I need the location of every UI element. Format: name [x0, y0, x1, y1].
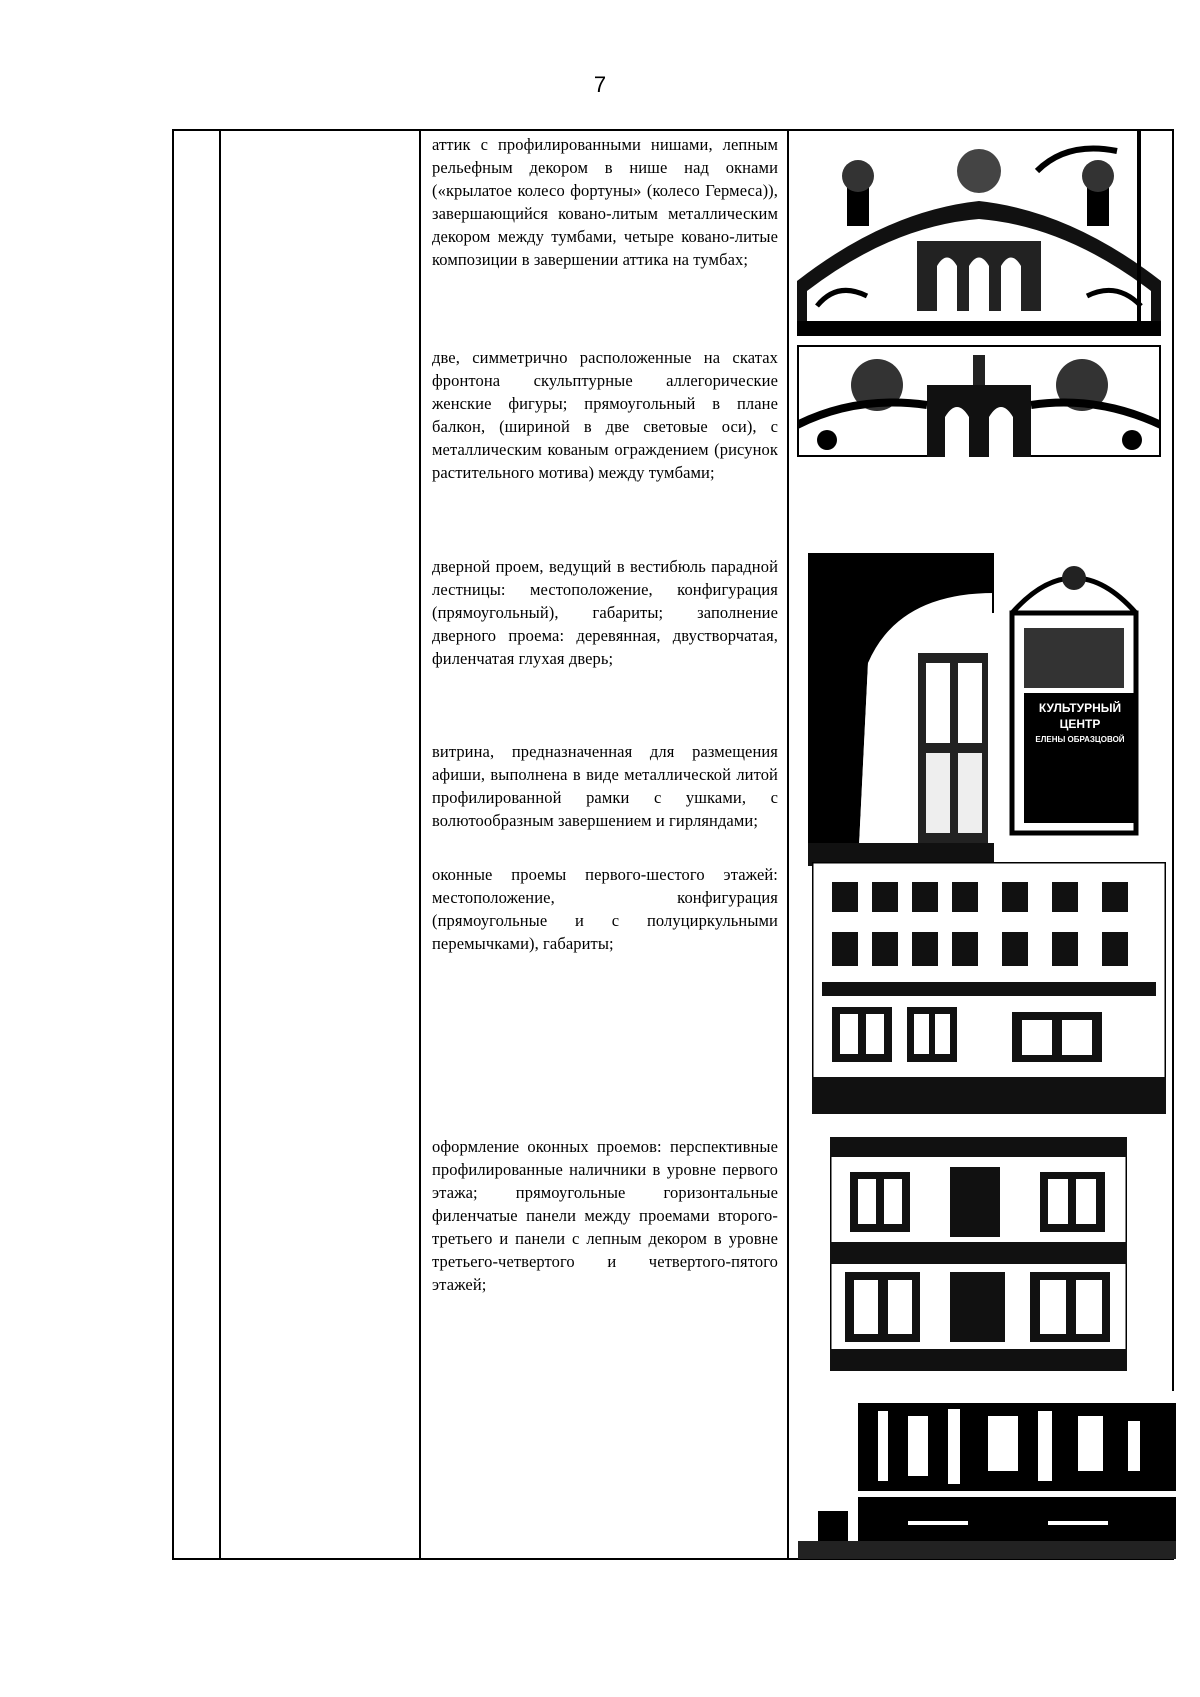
- entrance-photo: [808, 553, 994, 866]
- page-number: 7: [593, 72, 607, 97]
- item-figures-balcony-text: две, симметрично расположенные на скатах фронтона скульптурные аллегорические женские фигуры; прямоугольный в плане балкон, (шириной в две световые оси), с металлическим кованым ограждением (рисунок растительного мотива) между тумбами;: [432, 348, 778, 482]
- poster-line2: ЦЕНТР: [1059, 717, 1101, 731]
- item-doorway-text: дверной проем, ведущий в вестибюль парадной лестницы: местоположение, конфигурация (прямоугольный), габариты; заполнение дверного проема: деревянная, двустворчатая, филенчатая глухая дверь;: [432, 557, 778, 668]
- facade-lower-photo: [798, 1391, 1176, 1559]
- item-window-decor-text: оформление оконных проемов: перспективные профилированные наличники в уровне первого этажа; прямоугольные горизонтальные филенчатые панели между проемами второго-третьего и панели с лепным декором в уровне третьего-четвертого и четвертого-пятого этажей;: [432, 1137, 778, 1294]
- item-vitrine-text: витрина, предназначенная для размещения афиши, выполнена в виде металлической литой профилированной рамки с ушками, с волютообразным завершением и гирляндами;: [432, 742, 778, 830]
- column-divider-3: [787, 129, 789, 1560]
- facade-middle-photo: [830, 1137, 1127, 1371]
- poster-line3: ЕЛЕНЫ ОБРАЗЦОВОЙ: [1035, 735, 1125, 744]
- item-windows-text: оконные проемы первого-шестого этажей: местоположение, конфигурация (прямоугольные и с полуциркульными перемычками), габариты;: [432, 865, 778, 953]
- poster-vitrine-photo: [1002, 553, 1146, 838]
- column-divider-2: [419, 129, 421, 1560]
- poster-line1: КУЛЬТУРНЫЙ: [1038, 701, 1122, 715]
- item-attic-text: аттик с профилированными нишами, лепным рельефным декором в нише над окнами («крылатое колесо фортуны» (колесо Гермеса)), завершающийся ковано-литым металлическим декором между тумбами, четыре ковано-литые композиции в завершении аттика на тумбах;: [432, 135, 778, 269]
- attic-photo: [797, 131, 1161, 336]
- pediment-photo: [797, 345, 1161, 457]
- facade-upper-photo: [812, 862, 1166, 1114]
- column-divider-1: [219, 129, 221, 1560]
